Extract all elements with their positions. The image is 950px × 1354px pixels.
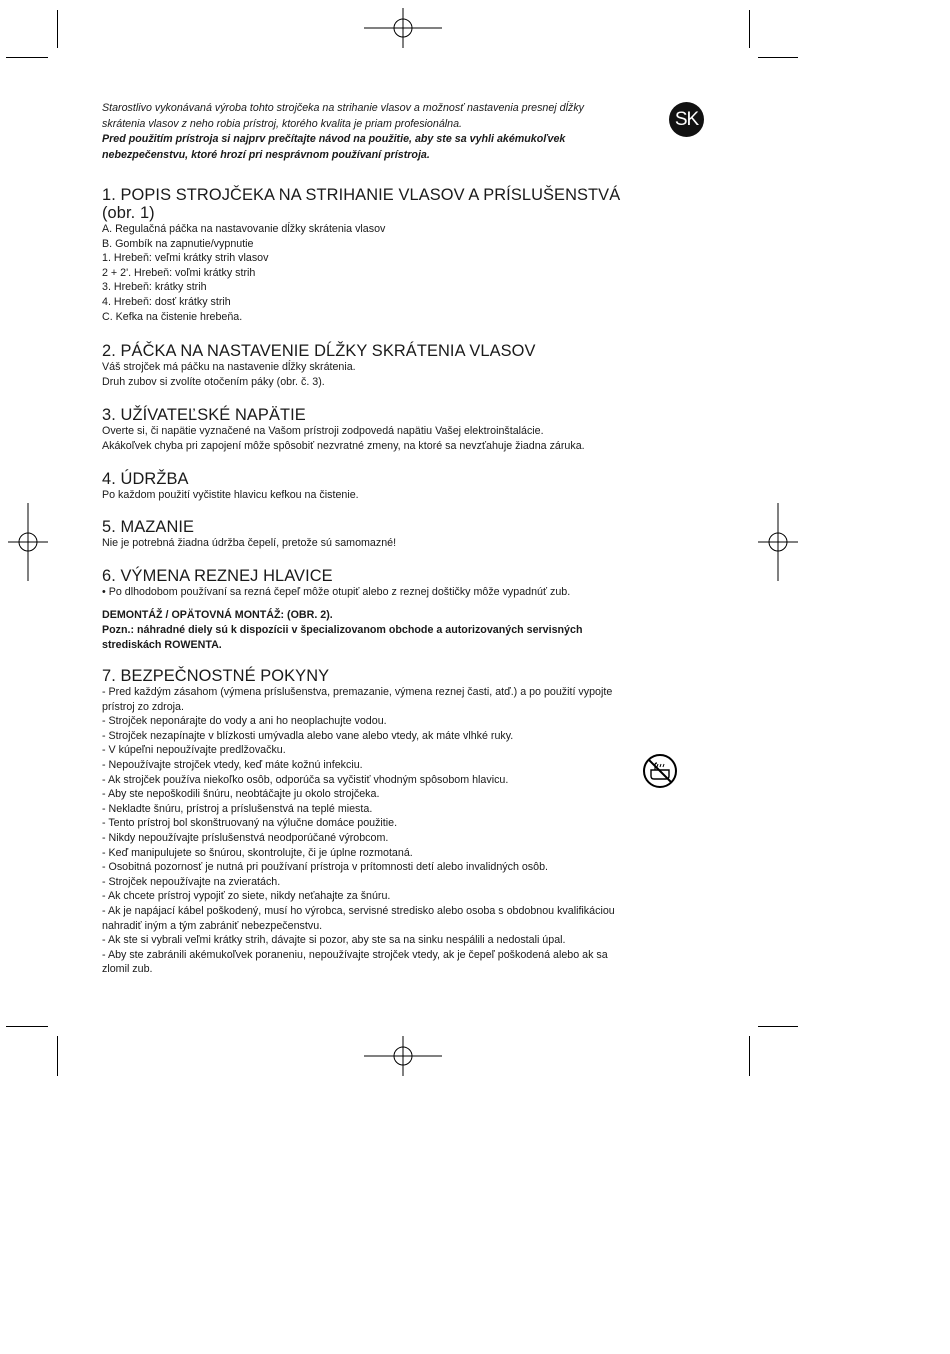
safety-list: [102, 685, 702, 977]
crop-mark: [758, 1026, 798, 1027]
list-item: C. Kefka na čistenie hrebeňa.: [102, 310, 243, 323]
paragraph: Overte si, či napätie vyznačené na Vašom prístroji zodpovedá napätiu Vašej elektroinštalácie.: [102, 425, 544, 438]
bold-note: Pozn.: náhradné diely sú k dispozícii v špecializovanom obchode a autorizovaných servisných: [102, 623, 583, 636]
list-item: - Tento prístroj bol skonštruovaný na výlučne domáce použitie.: [102, 817, 398, 830]
paragraph: Akákoľvek chyba pri zapojení môže spôsobiť nezvratné zmeny, na ktoré sa nevzťahuje žiadna záruka.: [102, 439, 585, 452]
list-item: - Pred každým zásahom (výmena príslušenstva, premazanie, výmena reznej časti, atď.) a po použití vypojte: [102, 686, 613, 699]
crop-mark: [6, 57, 48, 58]
list-item: - Nikdy nepoužívajte príslušenstvá neodporúčané výrobcom.: [102, 832, 389, 845]
list-item: - Ak je napájací kábel poškodený, musí ho výrobca, servisné stredisko alebo osoba s obdobnou kvalifikáciou: [102, 905, 615, 917]
list-item: 4. Hrebeň: dosť krátky strih: [102, 295, 231, 308]
list-item: nahradiť iným a tým zabrániť nebezpečenstvu.: [102, 919, 323, 932]
intro-text: skrátenia vlasov z neho robia prístroj, ktorého kvalita je priam profesionálna.: [102, 117, 462, 130]
section-lubrication: [102, 518, 702, 551]
list-item: zlomil zub.: [102, 963, 153, 976]
section-head-replacement: [102, 567, 702, 652]
paragraph: Nie je potrebná žiadna údržba čepelí, pretože sú samomazné!: [102, 537, 397, 550]
intro: [102, 101, 702, 163]
list-item: A. Regulačná páčka na nastavovanie dĺžky skrátenia vlasov: [102, 223, 386, 235]
list-item: - Osobitná pozornosť je nutná pri používaní prístroja v prítomnosti detí alebo invalidných osôb.: [102, 861, 549, 874]
section-heading: 6. VÝMENA REZNEJ HLAVICE: [102, 566, 333, 585]
list-item: - Keď manipulujete so šnúrou, skontrolujte, či je úplne rozmotaná.: [102, 846, 413, 859]
crop-mark: [6, 1026, 48, 1027]
paragraph: Druh zubov si zvolíte otočením páky (obr. č. 3).: [102, 375, 325, 388]
section-heading: 2. PÁČKA NA NASTAVENIE DĹŽKY SKRÁTENIA VLASOV: [102, 342, 536, 361]
bold-note: DEMONTÁŽ / OPÄTOVNÁ MONTÁŽ: (OBR. 2).: [102, 609, 333, 622]
list-item: - Ak ste si vybrali veľmi krátky strih, dávajte si pozor, aby ste sa na sinku nespálili a nedostali úpal.: [102, 934, 566, 947]
crop-mark: [57, 1036, 58, 1076]
section-heading: (obr. 1): [102, 204, 155, 222]
section-safety: [102, 667, 702, 977]
registration-mark-icon: [364, 1036, 442, 1076]
list-item: B. Gombík na zapnutie/vypnutie: [102, 237, 254, 250]
list-item: - V kúpeľni nepoužívajte predlžovačku.: [102, 744, 286, 757]
section-heading: 4. ÚDRŽBA: [102, 469, 189, 488]
bold-note: strediskách ROWENTA.: [102, 638, 222, 651]
list-item: - Aby ste nepoškodili šnúru, neobtáčajte ju okolo strojčeka.: [102, 788, 380, 801]
section-voltage: [102, 406, 702, 453]
section-heading: 3. UŽÍVATEĽSKÉ NAPÄTIE: [102, 406, 306, 425]
section-maintenance: [102, 470, 702, 503]
crop-mark: [749, 10, 750, 48]
registration-mark-icon: [364, 8, 442, 48]
crop-mark: [749, 1036, 750, 1076]
language-badge: SK: [669, 102, 704, 137]
list-item: 3. Hrebeň: krátky strih: [102, 281, 207, 294]
note-block: [102, 608, 702, 652]
list-item: - Aby ste zabránili akémukoľvek poraneniu, nepoužívajte strojček vtedy, ak je čepeľ poškodená alebo ak sa: [102, 948, 608, 961]
list-item: - Ak strojček používa niekoľko osôb, odporúča sa vyčistiť vhodným spôsobom hlavicu.: [102, 773, 509, 786]
paragraph: Váš strojček má páčku na nastavenie dĺžky skrátenia.: [102, 361, 356, 374]
manual-content: [102, 101, 702, 977]
crop-mark: [758, 57, 798, 58]
list-item: - Strojček neponárajte do vody a ani ho neoplachujte vodou.: [102, 715, 387, 728]
list-item: - Ak chcete prístroj vypojiť zo siete, nikdy neťahajte za šnúru.: [102, 890, 391, 903]
section-heading: 7. BEZPEČNOSTNÉ POKYNY: [102, 667, 330, 686]
list-item: - Strojček nepoužívajte na zvieratách.: [102, 875, 281, 888]
list-item: 1. Hrebeň: veľmi krátky strih vlasov: [102, 252, 269, 265]
registration-mark-icon: [8, 503, 48, 581]
registration-mark-icon: [758, 503, 798, 581]
intro-warning: nebezpečenstvu, ktoré hrozí pri nesprávnom používaní prístroja.: [102, 148, 430, 161]
section-heading: 1. POPIS STROJČEKA NA STRIHANIE VLASOV A PRÍSLUŠENSTVÁ: [102, 186, 621, 204]
paragraph: • Po dlhodobom používaní sa rezná čepeľ môže otupiť alebo z reznej doštičky môže vypadnúť zub.: [102, 585, 571, 598]
parts-list: [102, 222, 702, 324]
section-length-lever: [102, 342, 702, 389]
crop-mark: [57, 10, 58, 48]
section-heading: 5. MAZANIE: [102, 518, 195, 537]
intro-warning: Pred použitím prístroja si najprv prečítajte návod na použitie, aby ste sa vyhli akémukoľvek: [102, 133, 566, 145]
paragraph: Po každom použití vyčistite hlavicu kefkou na čistenie.: [102, 488, 359, 501]
section-description: [102, 186, 702, 324]
intro-text: Starostlivo vykonávaná výroba tohto strojčeka na strihanie vlasov a možnosť nastavenia presnej dĺžky: [102, 102, 585, 114]
list-item: - Nepoužívajte strojček vtedy, keď máte kožnú infekciu.: [102, 759, 363, 772]
list-item: prístroj zo zdroja.: [102, 700, 184, 713]
list-item: 2 + 2'. Hrebeň: voľmi krátky strih: [102, 266, 256, 279]
list-item: - Strojček nezapínajte v blízkosti umývadla alebo vane alebo vtedy, ak máte vlhké ruky.: [102, 729, 514, 742]
list-item: - Nekladte šnúru, prístroj a príslušenstvá na teplé miesta.: [102, 802, 373, 815]
